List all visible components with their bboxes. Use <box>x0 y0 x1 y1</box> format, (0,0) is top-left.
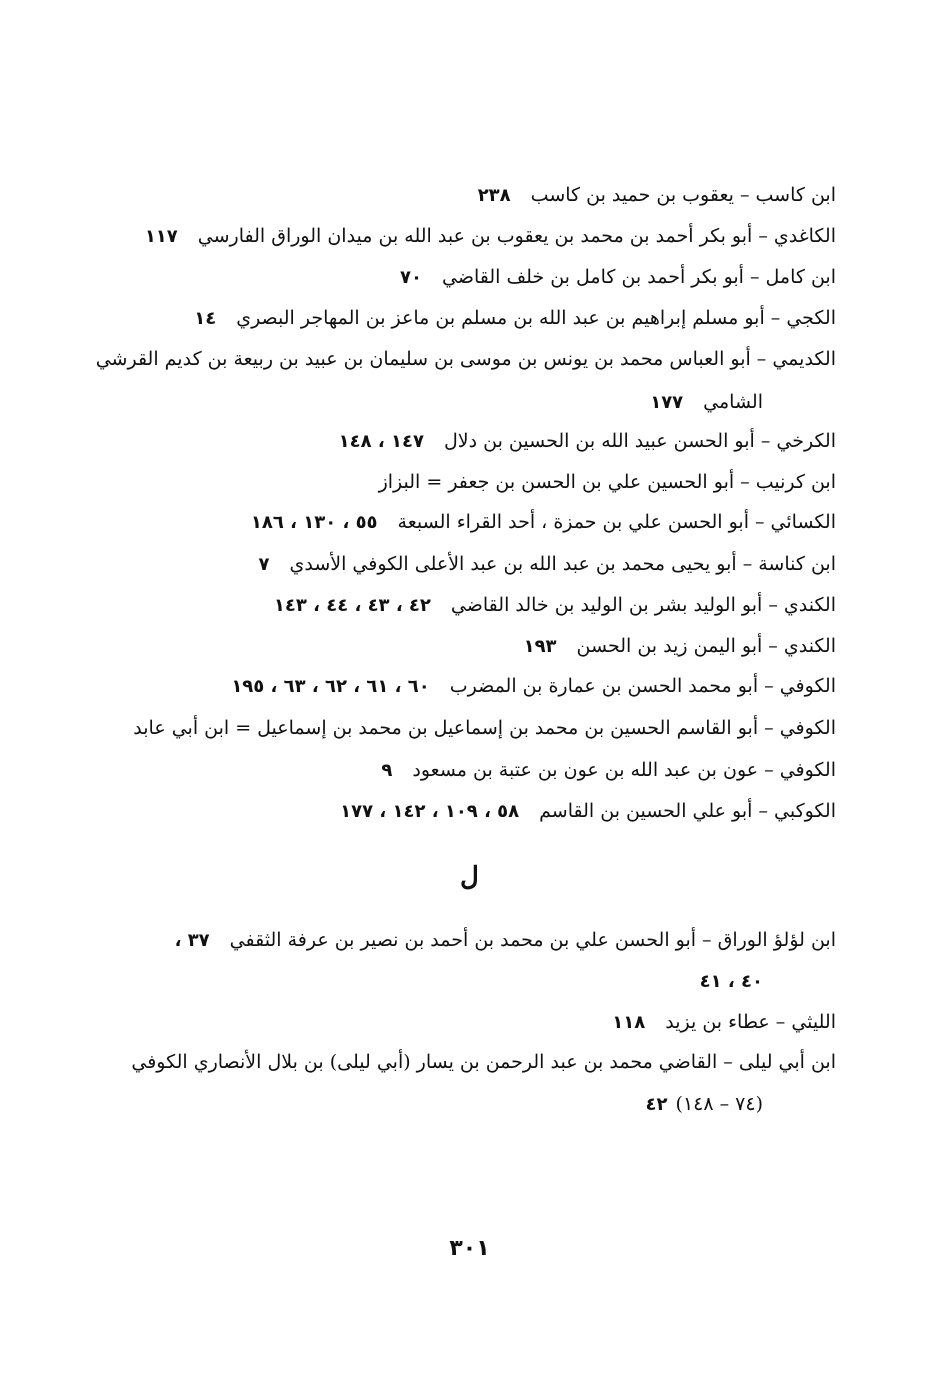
entry-name: ابن أبي ليلى – القاضي محمد بن عبد الرحمن بن يسار (أبي ليلى) بن بلال الأنصاري الكوفي <box>131 1051 836 1073</box>
index-entry-continuation <box>700 972 763 991</box>
index-entry <box>339 432 836 451</box>
entry-page-ref: ٥٨ ، ١٠٩ ، ١٤٢ ، ١٧٧ <box>340 801 520 822</box>
entry-page-ref: ٧٠ <box>400 267 422 288</box>
entry-name: الكندي – أبو اليمن زيد بن الحسن <box>576 635 836 657</box>
entry-name: الكوفي – عون بن عبد الله بن عون بن عتبة بن مسعود <box>412 759 836 781</box>
entry-name: الليثي – عطاء بن يزيد <box>665 1011 836 1033</box>
entry-page-ref: ٩ <box>381 760 393 781</box>
entry-page-ref: ٤٢ <box>645 1094 668 1115</box>
index-entry <box>381 761 836 780</box>
entry-page-ref: ٣٧ ، <box>174 930 210 951</box>
index-entry <box>400 268 836 287</box>
entry-page-ref: ٥٥ ، ١٣٠ ، ١٨٦ <box>250 512 378 533</box>
entry-name: الكسائي – أبو الحسن علي بن حمزة ، أحد القراء السبعة <box>397 511 836 533</box>
index-entry-continuation <box>646 1095 763 1114</box>
index-entry <box>340 802 836 821</box>
index-entry <box>258 555 836 574</box>
index-entry <box>145 227 836 246</box>
entry-name: ابن كناسة – أبو يحيى محمد بن عبد الله بن عبد الأعلى الكوفي الأسدي <box>289 553 836 575</box>
index-entry <box>612 1013 836 1032</box>
index-entry <box>478 186 836 205</box>
entry-name: ابن كرنيب – أبو الحسين علي بن الحسن بن جعفر = البزاز <box>378 471 836 493</box>
page-number: ٣٠١ <box>449 1236 490 1261</box>
entry-page-ref: ١٤ <box>194 308 217 329</box>
entry-name: الكرخي – أبو الحسن عبيد الله بن الحسين بن دلال <box>443 430 836 452</box>
entry-page-ref: ١٩٣ <box>523 636 557 657</box>
index-entry <box>133 719 836 738</box>
index-entry <box>231 677 836 696</box>
index-entry <box>379 473 836 492</box>
entry-name: الكجي – أبو مسلم إبراهيم بن عبد الله بن مسلم بن ماعز بن المهاجر البصري <box>236 307 836 329</box>
entry-name: الكندي – أبو الوليد بشر بن الوليد بن خالد القاضي <box>450 594 836 616</box>
entry-page-ref: ٦٠ ، ٦١ ، ٦٢ ، ٦٣ ، ١٩٥ <box>231 676 430 697</box>
entry-page-ref: ١٧٧ <box>650 392 684 413</box>
entry-name: الشامي <box>703 391 763 413</box>
entry-page-ref: ١١٧ <box>144 226 178 247</box>
entry-page-ref: ٤٠ ، ٤١ <box>699 971 763 992</box>
index-entry <box>175 931 836 950</box>
entry-name: ابن لؤلؤ الوراق – أبو الحسن علي بن محمد بن أحمد بن نصير بن عرفة الثقفي <box>229 929 836 951</box>
entry-page-ref: ١٤٧ ، ١٤٨ <box>338 431 424 452</box>
entry-page-ref: ١١٨ <box>612 1012 646 1033</box>
entry-name: (٧٤ – ١٤٨) <box>675 1093 763 1115</box>
entry-page-ref: ٧ <box>258 554 270 575</box>
entry-name: الكوفي – أبو محمد الحسن بن عمارة بن المضرب <box>449 675 836 697</box>
entry-page-ref: ٢٣٨ <box>477 185 511 206</box>
index-entry <box>274 596 836 615</box>
index-entry <box>194 309 836 328</box>
index-entry <box>96 350 836 369</box>
section-letter-heading: ل <box>460 862 479 892</box>
entry-page-ref: ٤٢ ، ٤٣ ، ٤٤ ، ١٤٣ <box>273 595 431 616</box>
index-entry <box>131 1053 836 1072</box>
entry-name: الكديمي – أبو العباس محمد بن يونس بن موسى بن سليمان بن عبيد بن ربيعة بن كديم القرشي <box>95 348 836 370</box>
index-entry <box>524 637 836 656</box>
entry-name: الكوكبي – أبو علي الحسين بن القاسم <box>539 800 836 822</box>
index-entry <box>251 513 836 532</box>
entry-name: الكوفي – أبو القاسم الحسين بن محمد بن إسماعيل بن محمد بن إسماعيل = ابن أبي عابد <box>133 717 836 739</box>
entry-name: الكاغدي – أبو بكر أحمد بن محمد بن يعقوب بن عبد الله بن ميدان الوراق الفارسي <box>197 225 836 247</box>
entry-name: ابن كامل – أبو بكر أحمد بن كامل بن خلف القاضي <box>442 266 836 288</box>
index-entry-continuation <box>650 393 763 412</box>
entry-name: ابن كاسب – يعقوب بن حميد بن كاسب <box>530 184 836 206</box>
